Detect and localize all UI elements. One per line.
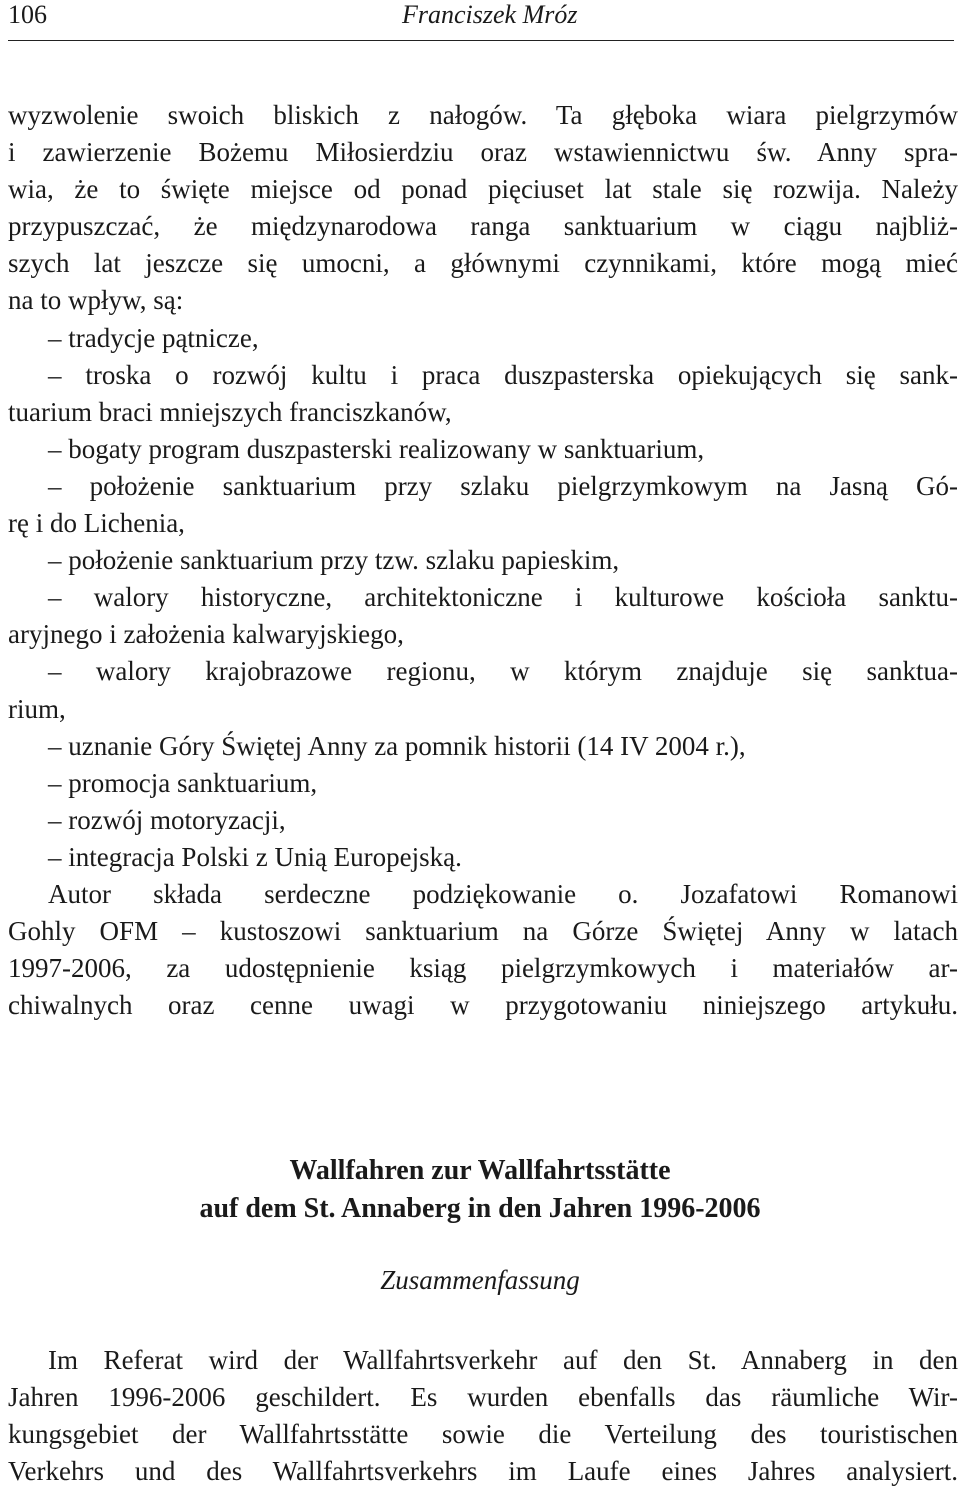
text-line: szych lat jeszcze się umocni, a głównymi czynnikami, które mogą mieć — [8, 248, 958, 279]
summary-line: Jahren 1996-2006 geschildert. Es wurden ebenfalls das räumliche Wir- — [8, 1382, 958, 1413]
page-header — [8, 0, 954, 41]
page-number: 106 — [8, 0, 47, 29]
acknowledgement-line: chiwalnych oraz cenne uwagi w przygotowaniu niniejszego artykułu. — [8, 990, 958, 1021]
text-line: wia, że to święte miejsce od ponad pięciuset lat stale się rozwija. Należy — [8, 174, 958, 205]
summary-line: Im Referat wird der Wallfahrtsverkehr auf den St. Annaberg in den — [48, 1345, 958, 1375]
summary-title-line-1: Wallfahren zur Wallfahrtsstätte — [289, 1155, 671, 1186]
acknowledgement-line: Autor składa serdeczne podziękowanie o. Jozafatowi Romanowi — [48, 878, 958, 909]
list-item: – tradycje pątnicze, — [48, 322, 259, 353]
summary-title — [0, 1152, 960, 1228]
list-item: – promocja sanktuarium, — [48, 767, 318, 798]
list-item: – położenie sanktuarium przy tzw. szlaku papieskim, — [48, 545, 620, 576]
summary-line: kungsgebiet der Wallfahrtsstätte sowie die Verteilung des touristischen — [8, 1419, 958, 1450]
list-item: – walory historyczne, architektoniczne i kulturowe kościoła sanktu- — [48, 582, 958, 613]
summary-line: Verkehrs und des Wallfahrtsverkehrs im Laufe eines Jahres analysiert. — [8, 1456, 958, 1487]
running-head-author: Franciszek Mróz — [402, 0, 578, 29]
list-item-continuation: tuarium braci mniejszych franciszkanów, — [8, 396, 452, 427]
summary-text — [8, 1342, 958, 1490]
acknowledgement-line: Gohly OFM – kustoszowi sanktuarium na Górze Świętej Anny w latach — [8, 916, 958, 947]
list-item: – uznanie Góry Świętej Anny za pomnik historii (14 IV 2004 r.), — [48, 730, 746, 761]
text-line: i zawierzenie Bożemu Miłosierdziu oraz wstawiennictwu św. Anny spra- — [8, 137, 958, 168]
list-item: – położenie sanktuarium przy szlaku pielgrzymkowym na Jasną Gó- — [48, 470, 958, 501]
text-line: przypuszczać, że międzynarodowa ranga sanktuarium w ciągu najbliż- — [8, 211, 958, 242]
list-item: – integracja Polski z Unią Europejską. — [48, 841, 462, 872]
text-line: na to wpływ, są: — [8, 285, 184, 316]
list-item-continuation: aryjnego i założenia kalwaryjskiego, — [8, 619, 404, 650]
main-text — [8, 97, 958, 1024]
acknowledgement-line: 1997-2006, za udostępnienie ksiąg pielgrzymkowych i materiałów ar- — [8, 953, 958, 984]
text-line: wyzwolenie swoich bliskich z nałogów. Ta głęboka wiara pielgrzymów — [8, 100, 958, 130]
summary-title-line-2: auf dem St. Annaberg in den Jahren 1996-2006 — [199, 1193, 761, 1224]
list-item-continuation: rium, — [8, 693, 66, 724]
list-item: – rozwój motoryzacji, — [48, 804, 286, 835]
list-item: – bogaty program duszpasterski realizowany w sanktuarium, — [48, 433, 705, 464]
list-item: – troska o rozwój kultu i praca duszpasterska opiekujących się sank- — [48, 359, 958, 390]
list-item-continuation: rę i do Lichenia, — [8, 508, 185, 539]
summary-heading: Zusammenfassung — [380, 1265, 580, 1295]
list-item: – walory krajobrazowe regionu, w którym znajduje się sanktua- — [48, 656, 958, 687]
